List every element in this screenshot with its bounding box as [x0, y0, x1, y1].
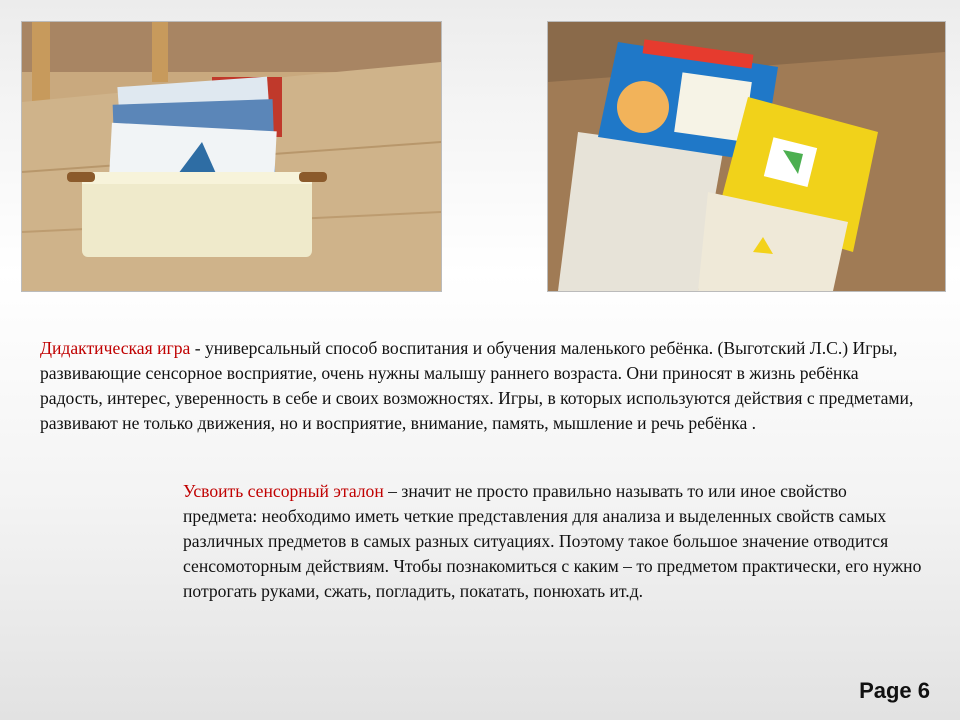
term-sensory-standard: Усвоить сенсорный эталон [183, 481, 384, 501]
paragraph-didactic-game [40, 336, 920, 436]
basket-photo [22, 22, 441, 291]
games-photo [548, 22, 945, 291]
term-didactic-game: Дидактическая игра [40, 338, 191, 358]
basket-photo-drawing [22, 22, 441, 291]
games-photo-drawing [548, 22, 945, 291]
paragraph-sensory-standard [183, 479, 923, 604]
paragraph-sensory-standard-text: – значит не просто правильно называть то или иное свойство предмета: необходимо иметь четкие представления для анализа и выделенных свойств самых различных предметов в самых разных ситуациях. Поэтому такое большое значение отводится сенсомоторным действиям. Чтобы познакомиться с каким – то предметом практически, его нужно потрогать руками, сжать, погладить, покатать, понюхать ит.д. [183, 481, 922, 601]
paragraph-didactic-game-text: - универсальный способ воспитания и обучения маленького ребёнка. (Выготский Л.С.) Игры, развивающие сенсорное восприятие, очень нужны малышу раннего возраста. Они приносят в жизнь ребёнка радость, интерес, уверенность в себе и своих возможностях. Игры, в которых используются действия с предметами, развивают не только движения, но и восприятие, внимание, память, мышление и речь ребёнка . [40, 338, 914, 433]
page-number: Page 6 [859, 678, 930, 703]
